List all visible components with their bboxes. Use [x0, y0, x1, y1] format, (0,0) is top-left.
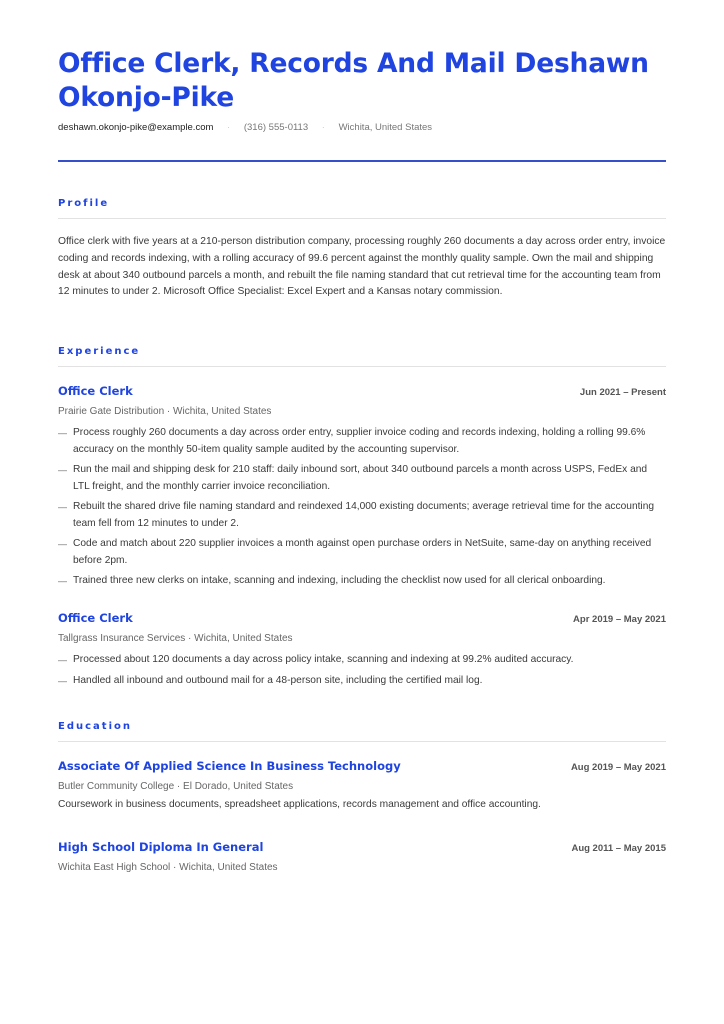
- phone-text: (316) 555-0113: [243, 122, 309, 133]
- job-title: Office Clerk: [58, 611, 133, 625]
- job-bullets: [58, 652, 666, 689]
- section-divider: [58, 218, 666, 219]
- contact-separator: ·: [321, 122, 325, 133]
- degree-title: High School Diploma In General: [58, 840, 264, 854]
- header-divider: [58, 160, 666, 162]
- contact-separator: ·: [227, 122, 231, 133]
- education-dates: Aug 2011 – May 2015: [571, 843, 666, 854]
- email-link[interactable]: deshawn.okonjo-pike@example.com: [58, 122, 214, 133]
- bullet-item: — Handled all inbound and outbound mail for a 48-person site, including the certified mail log.: [58, 673, 666, 690]
- bullet-item: — Trained three new clerks on intake, scanning and indexing, including the checklist now used for all clerical onboarding.: [58, 573, 666, 590]
- bullet-item: — Processed about 120 documents a day across policy intake, scanning and indexing at 99.2% audited accuracy.: [58, 652, 666, 669]
- location-text: Wichita, United States: [338, 122, 433, 133]
- section-title-experience: Experience: [58, 346, 141, 357]
- section-divider: [58, 366, 666, 367]
- section-title-education: Education: [58, 721, 132, 732]
- section-divider: [58, 741, 666, 742]
- company-location: Tallgrass Insurance Services · Wichita, United States: [58, 633, 293, 644]
- experience-entry: [58, 384, 666, 594]
- section-title-profile: Profile: [58, 198, 110, 209]
- candidate-name: Office Clerk, Records And Mail Deshawn Okonjo-Pike: [58, 48, 649, 113]
- bullet-item: — Rebuilt the shared drive file naming standard and reindexed 14,000 existing documents; average retrieval time for the accounting team fell from 12 minutes to under 2.: [58, 499, 666, 532]
- job-dates: Apr 2019 – May 2021: [573, 614, 666, 625]
- profile-summary: Office clerk with five years at a 210-person distribution company, processing roughly 260 documents a day across order entry, invoice coding and records indexing, with a rolling accuracy of 99.6 percent against the monthly quality sample. Own the mail and shipping desk at about 340 outbound parcels a month, and rebuilt the file naming standard that cut retrieval time for the accounting team from 12 minutes to under 2. Microsoft Office Specialist: Excel Expert and a Kansas notary commission.: [58, 236, 666, 298]
- education-dates: Aug 2019 – May 2021: [570, 762, 666, 773]
- education-entry: [58, 759, 666, 810]
- bullet-item: — Run the mail and shipping desk for 210 staff: daily inbound sort, about 340 outbound parcels a month across USPS, FedEx and LTL freight, and the monthly carrier invoice reconciliation.: [58, 462, 666, 495]
- job-title: Office Clerk: [58, 384, 133, 398]
- entry-header: [58, 611, 666, 625]
- job-bullets: [58, 425, 666, 590]
- degree-title: Associate Of Applied Science In Business Technology: [58, 759, 401, 773]
- school-location: Wichita East High School · Wichita, United States: [58, 862, 278, 873]
- entry-header: [58, 840, 666, 854]
- entry-header: [58, 384, 666, 398]
- bullet-item: — Process roughly 260 documents a day across order entry, supplier invoice coding and records indexing, holding a rolling 99.6% accuracy on the monthly 50-item quality sample audited by the accounting supervisor.: [58, 425, 666, 458]
- experience-entry: [58, 611, 666, 693]
- contact-line: [58, 122, 432, 133]
- bullet-item: — Code and match about 220 supplier invoices a month against open purchase orders in NetSuite, same-day on anything received before 2pm.: [58, 536, 666, 569]
- school-location: Butler Community College · El Dorado, United States: [58, 781, 294, 792]
- company-location: Prairie Gate Distribution · Wichita, United States: [58, 406, 272, 417]
- education-description: Coursework in business documents, spreadsheet applications, records management and office accounting.: [58, 799, 541, 810]
- job-dates: Jun 2021 – Present: [579, 387, 666, 398]
- education-entry: [58, 840, 666, 873]
- entry-header: [58, 759, 666, 773]
